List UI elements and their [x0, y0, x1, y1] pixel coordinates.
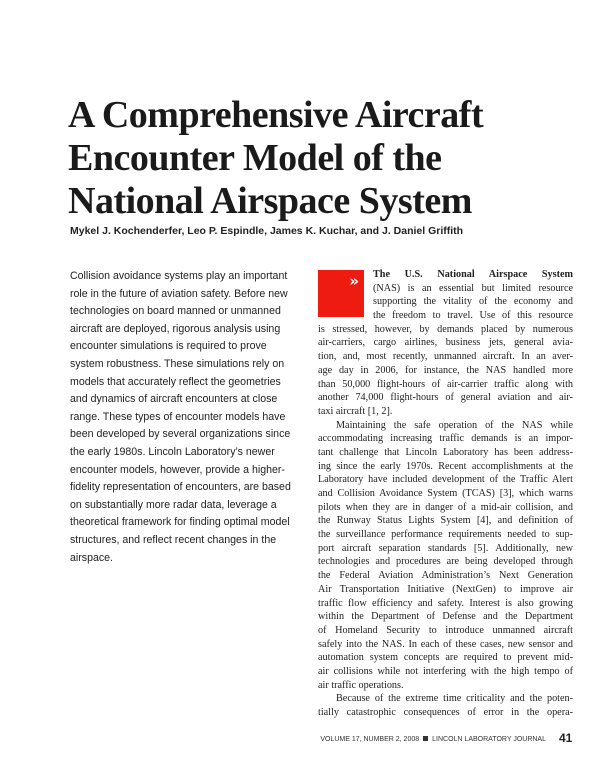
abstract-line: Collision avoidance systems play an important: [70, 270, 288, 282]
abstract-line: encounter simulations is required to prove: [70, 340, 267, 353]
footer-journal: LINCOLN LABORATORY JOURNAL: [432, 736, 546, 743]
body-line: Laboratory have included development of the Traffic Alert: [318, 474, 573, 486]
body-line: tant challenge that Lincoln Laboratory has been address-: [318, 446, 573, 458]
abstract-line: theoretical framework for finding optimal model: [70, 516, 290, 529]
body-line: pilots when they are in danger of a mid-air collision, and: [318, 501, 573, 513]
body-line: within the Department of Defense and the Department: [318, 611, 573, 623]
abstract-line: the early 1980s. Lincoln Laboratory’s newer: [70, 445, 275, 458]
abstract-line: range. These types of encounter models have: [70, 410, 286, 423]
lead-in: [373, 268, 573, 282]
body-line: automation system concepts are required to prevent mid-: [318, 652, 573, 664]
body-line: the Runway Status Lights System [4], and definition of: [318, 515, 573, 527]
abstract-line: aircraft are deployed, rigorous analysis using: [70, 322, 281, 335]
abstract-line: been developed by several organizations since: [70, 428, 291, 441]
title-line: Encounter Model of the: [68, 137, 442, 179]
body-line: (NAS) is an essential but limited resource: [373, 282, 573, 294]
body-line: taxi aircraft [1, 2].: [318, 405, 393, 417]
body-line: safely into the NAS. In each of these cases, new sensor and: [318, 638, 573, 650]
body-line: tion, and, most recently, unmanned aircraft. In an aver-: [318, 351, 573, 363]
abstract-line: technologies on board manned or unmanned: [70, 305, 281, 318]
square-separator-icon: [423, 736, 428, 741]
body-line: ing since the early 1970s. Recent accomplishments at the: [318, 460, 573, 472]
lead-in-text: The U.S. National Airspace System: [373, 269, 573, 280]
abstract-line: system robustness. These simulations rely on: [70, 357, 285, 370]
footer-volume: VOLUME 17, NUMBER 2, 2008: [320, 736, 420, 743]
page-number: 41: [559, 731, 573, 745]
title-line: National Airspace System: [68, 180, 472, 222]
double-chevron-icon: »: [349, 272, 359, 290]
body-line: accommodating increasing traffic demands is an impor-: [318, 433, 573, 445]
body-line: the surveillance performance requirements needed to sup-: [318, 529, 573, 541]
body-text: [318, 268, 573, 720]
abstract-line: fidelity representation of encounters, are based: [70, 481, 291, 494]
body-line: tially catastrophic consequences of error in the opera-: [318, 707, 573, 718]
body-line: is stressed, however, by demands placed by numerous: [318, 323, 573, 335]
body-line: than 50,000 flight-hours of air-carrier traffic along with: [318, 378, 573, 390]
body-line: the freedom to travel. Use of this resource: [373, 310, 573, 322]
abstract-line: and dynamics of aircraft encounters at close: [70, 393, 278, 406]
body-line: air traffic operations.: [318, 679, 404, 691]
title-line: A Comprehensive Aircraft: [68, 94, 484, 136]
body-line: age day in 2006, for instance, the NAS handled more: [318, 364, 573, 376]
abstract-line: structures, and reflect recent changes in the: [70, 533, 277, 546]
body-line: Because of the extreme time criticality and the poten-: [336, 693, 573, 705]
abstract-line: models that accurately reflect the geometries: [70, 375, 281, 388]
body-line: of Homeland Security to introduce unmanned aircraft: [318, 624, 573, 636]
body-line: air-carriers, cargo airlines, business jets, general avia-: [318, 337, 573, 349]
body-line: Maintaining the safe operation of the NAS while: [336, 419, 573, 431]
body-line: Air Transportation Initiative (NextGen) to improve air: [318, 583, 573, 595]
abstract: [70, 268, 300, 567]
abstract-line: role in the future of aviation safety. Before new: [70, 287, 288, 300]
body-line: traffic flow efficiency and safety. Interest is also growing: [318, 597, 573, 609]
footer: [320, 736, 546, 743]
article-title: [68, 94, 598, 223]
body-line: port aircraft separation standards [5]. Additionally, new: [318, 542, 573, 554]
body-line: the Federal Aviation Administration’s Next Generation: [318, 570, 573, 582]
abstract-line: encounter models, however, provide a higher-: [70, 463, 285, 476]
body-line: supporting the vitality of the economy and: [373, 296, 573, 308]
body-line: technologies and procedures are being developed through: [318, 556, 573, 568]
body-line: air collisions while not interfering with the high tempo of: [318, 665, 573, 677]
body-line: another 74,000 flight-hours of general aviation and air-: [318, 392, 573, 404]
body-line: and Collision Avoidance System (TCAS) [3], which warns: [318, 488, 573, 499]
authors: Mykel J. Kochenderfer, Leo P. Espindle, James K. Kuchar, and J. Daniel Griffith: [70, 225, 464, 237]
abstract-line: on substantially more radar data, leverage a: [70, 498, 277, 511]
abstract-line: airspace.: [70, 551, 113, 564]
